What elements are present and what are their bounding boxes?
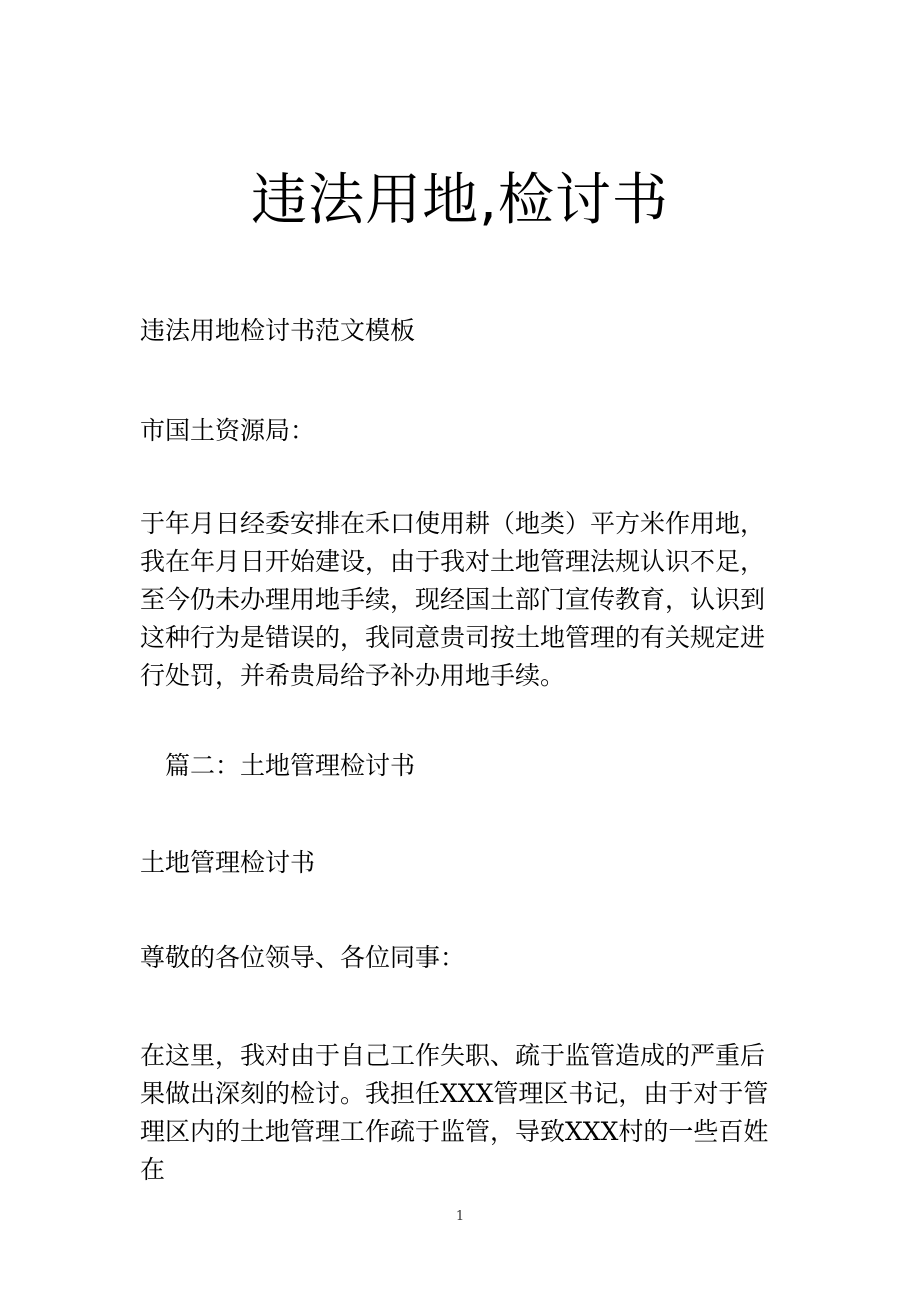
self-criticism-paragraph: 在这里，我对由于自己工作失职、疏于监管造成的严重后果做出深刻的检讨。我担任XXX管理区书记，由于对于管理区内的土地管理工作疏于监管，导致XXX村的一些百姓在	[140, 1041, 769, 1184]
land-management-heading: 土地管理检讨书	[140, 848, 316, 877]
salutation-bureau: 市国土资源局：	[140, 416, 316, 445]
confession-paragraph: 于年月日经委安排在禾口使用耕（地类）平方米作用地，我在年月日开始建设，由于我对土地管理法规认识不足，至今仍未办理用地手续，现经国土部门宣传教育，认识到这种行为是错误的，我同意贵司按土地管理的有关规定进行处罚，并希贵局给予补办用地手续。	[140, 509, 766, 690]
salutation-colleagues: 尊敬的各位领导、各位同事：	[140, 943, 466, 972]
section-heading-part-two: 篇二：土地管理检讨书	[165, 751, 416, 780]
page-number: 1	[455, 1209, 465, 1224]
template-heading: 违法用地检讨书范文模板	[140, 316, 416, 345]
document-title: 违法用地,检讨书	[251, 168, 669, 233]
